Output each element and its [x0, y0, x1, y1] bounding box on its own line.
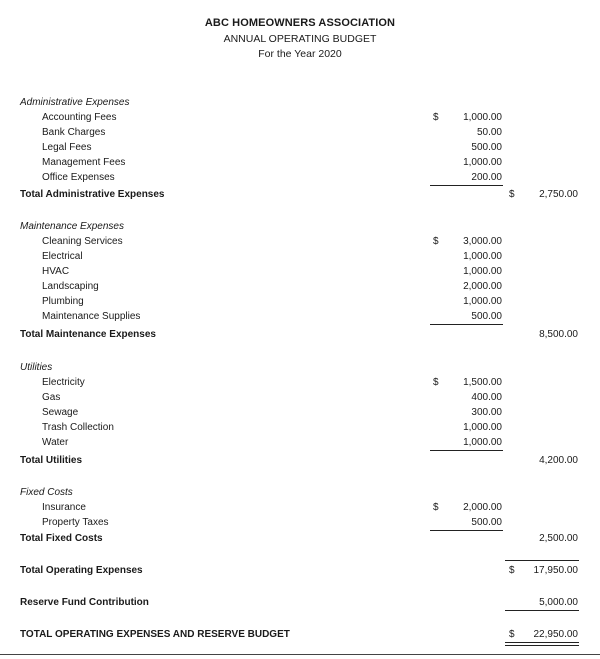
line-item-label: Gas — [42, 392, 61, 403]
line-item-label: Accounting Fees — [42, 112, 117, 123]
line-item-label: Property Taxes — [42, 517, 109, 528]
grand-total-amount: 22,950.00 — [533, 629, 578, 640]
line-item-amount: 1,000.00 — [463, 422, 502, 433]
line-item-label: Management Fees — [42, 157, 126, 168]
line-item-amount: 1,000.00 — [463, 251, 502, 262]
section-total-amount: 4,200.00 — [539, 455, 578, 466]
budget-period: For the Year 2020 — [258, 48, 342, 60]
subtotal-underline — [430, 185, 503, 186]
line-item — [0, 294, 600, 309]
line-item-amount: 200.00 — [471, 172, 502, 183]
line-item-label: Insurance — [42, 502, 86, 513]
line-item-label: Legal Fees — [42, 142, 92, 153]
line-item-amount: 300.00 — [471, 407, 502, 418]
grand-total-row — [0, 627, 600, 642]
line-item-amount: 3,000.00 — [463, 236, 502, 247]
operating-total-row — [0, 563, 600, 578]
line-item-label: Electrical — [42, 251, 83, 262]
section-total-row — [0, 327, 600, 342]
grand-total-double-underline — [505, 642, 579, 646]
line-item — [0, 500, 600, 515]
line-item-amount: 500.00 — [471, 311, 502, 322]
section-total-amount: 2,750.00 — [539, 189, 578, 200]
line-item-amount: 500.00 — [471, 142, 502, 153]
line-item-label: Maintenance Supplies — [42, 311, 141, 322]
line-item — [0, 140, 600, 155]
line-item — [0, 405, 600, 420]
line-item — [0, 515, 600, 530]
category-heading — [0, 485, 600, 500]
line-item-amount: 2,000.00 — [463, 502, 502, 513]
subtotal-underline — [430, 450, 503, 451]
operating-total-amount: 17,950.00 — [533, 565, 578, 576]
org-name: ABC HOMEOWNERS ASSOCIATION — [204, 17, 396, 29]
line-item-label: Electricity — [42, 377, 85, 388]
section-total-row — [0, 187, 600, 202]
reserve-row — [0, 595, 600, 610]
line-item-amount: 1,500.00 — [463, 377, 502, 388]
line-item-amount: 1,000.00 — [463, 157, 502, 168]
line-item — [0, 264, 600, 279]
line-item — [0, 435, 600, 450]
page-bottom-border — [0, 654, 600, 655]
line-item-amount: 1,000.00 — [463, 112, 502, 123]
line-item-amount: 50.00 — [476, 127, 502, 138]
category-label: Maintenance Expenses — [20, 221, 124, 232]
operating-total-label: Total Operating Expenses — [20, 565, 143, 576]
line-item — [0, 309, 600, 324]
subtotal-underline — [430, 324, 503, 325]
line-item — [0, 420, 600, 435]
category-label: Utilities — [20, 362, 53, 373]
section-total-row — [0, 531, 600, 546]
line-item — [0, 125, 600, 140]
line-item-label: Office Expenses — [42, 172, 115, 183]
section-total-label: Total Fixed Costs — [20, 533, 103, 544]
line-item — [0, 110, 600, 125]
section-total-row — [0, 453, 600, 468]
line-item-label: Bank Charges — [42, 127, 106, 138]
total-rule — [505, 560, 579, 561]
line-item — [0, 279, 600, 294]
line-item — [0, 155, 600, 170]
line-item — [0, 390, 600, 405]
category-label: Administrative Expenses — [20, 97, 130, 108]
line-item-amount: 2,000.00 — [463, 281, 502, 292]
line-item-amount: 1,000.00 — [463, 437, 502, 448]
section-total-label: Total Administrative Expenses — [20, 189, 165, 200]
line-item-label: Trash Collection — [42, 422, 114, 433]
currency-symbol: $ — [433, 112, 439, 123]
line-item-label: HVAC — [42, 266, 70, 277]
category-heading — [0, 219, 600, 234]
line-item-label: Sewage — [42, 407, 79, 418]
line-item-amount: 1,000.00 — [463, 296, 502, 307]
line-item-label: Cleaning Services — [42, 236, 123, 247]
section-total-label: Total Utilities — [20, 455, 83, 466]
reserve-amount: 5,000.00 — [539, 597, 578, 608]
reserve-label: Reserve Fund Contribution — [20, 597, 149, 608]
currency-symbol: $ — [433, 502, 439, 513]
category-heading — [0, 95, 600, 110]
reserve-underline — [505, 610, 579, 611]
currency-symbol: $ — [509, 629, 515, 640]
line-item — [0, 170, 600, 185]
category-label: Fixed Costs — [20, 487, 73, 498]
currency-symbol: $ — [433, 236, 439, 247]
currency-symbol: $ — [509, 189, 515, 200]
line-item-label: Plumbing — [42, 296, 84, 307]
category-heading — [0, 360, 600, 375]
line-item — [0, 249, 600, 264]
line-item — [0, 375, 600, 390]
line-item-amount: 400.00 — [471, 392, 502, 403]
line-item-label: Landscaping — [42, 281, 99, 292]
section-total-label: Total Maintenance Expenses — [20, 329, 156, 340]
line-item-amount: 1,000.00 — [463, 266, 502, 277]
document-title: ANNUAL OPERATING BUDGET — [223, 33, 377, 45]
grand-total-label: TOTAL OPERATING EXPENSES AND RESERVE BUDGET — [20, 629, 290, 640]
line-item-amount: 500.00 — [471, 517, 502, 528]
currency-symbol: $ — [433, 377, 439, 388]
section-total-amount: 2,500.00 — [539, 533, 578, 544]
line-item — [0, 234, 600, 249]
section-total-amount: 8,500.00 — [539, 329, 578, 340]
line-item-label: Water — [42, 437, 69, 448]
currency-symbol: $ — [509, 565, 515, 576]
